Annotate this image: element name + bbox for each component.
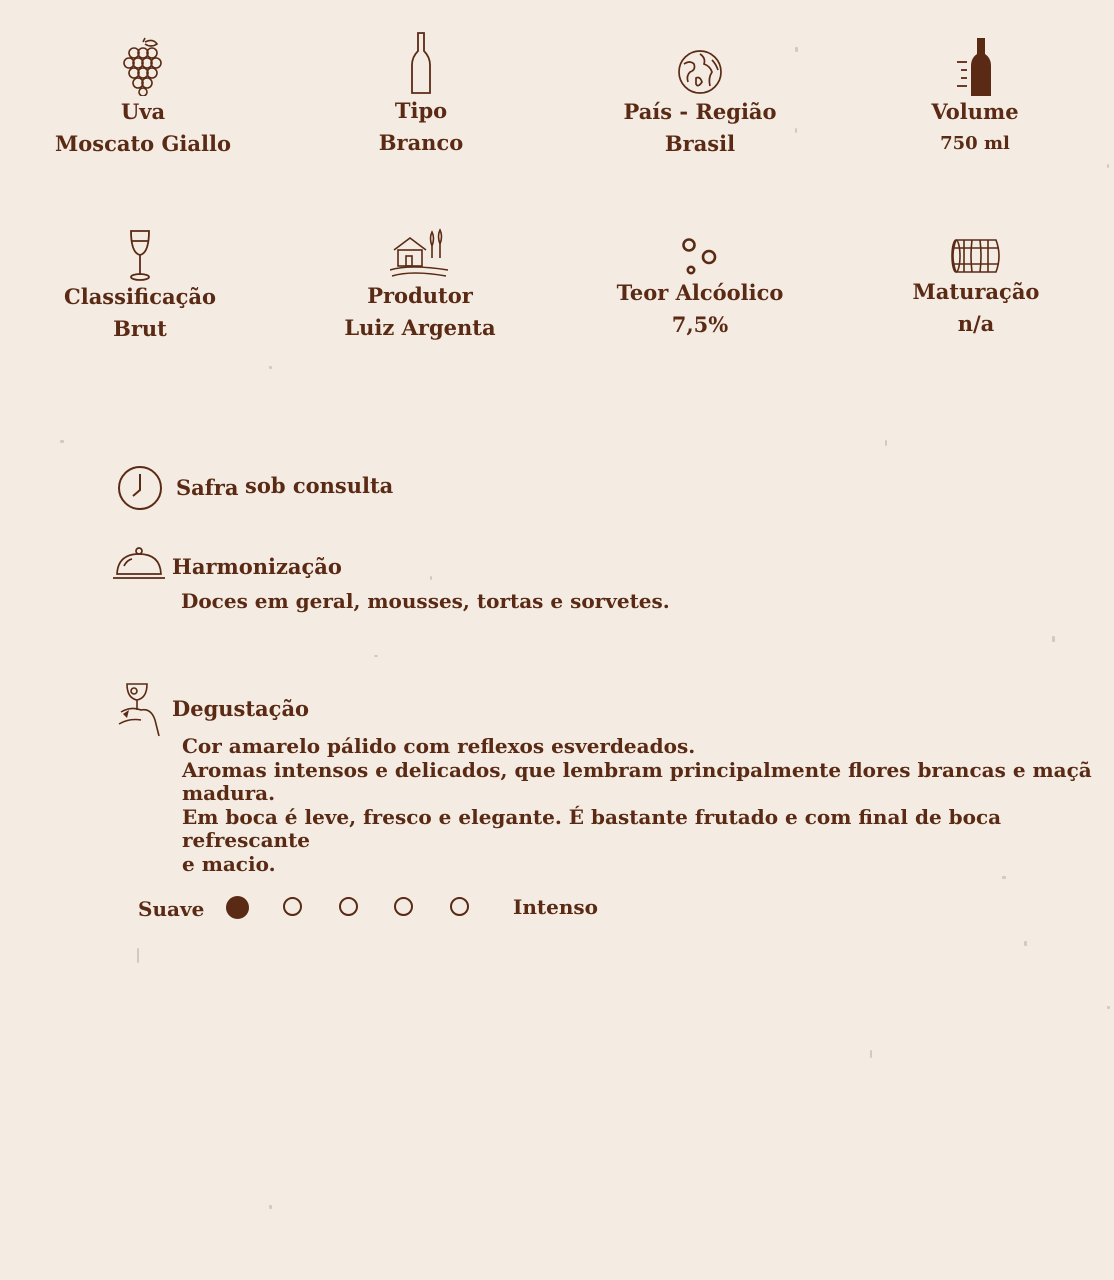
tasting-text	[182, 735, 1114, 876]
clock-icon	[117, 465, 163, 511]
bottle-icon	[409, 31, 433, 95]
scale-max-label: Intenso	[513, 895, 598, 919]
spec-grape	[33, 36, 253, 160]
harmonization-text: Doces em geral, mousses, tortas e sorvetes.	[181, 589, 670, 613]
spec-value: n/a	[957, 311, 995, 336]
spec-type	[311, 31, 531, 159]
harmonization-title: Harmonização	[172, 554, 342, 579]
winery-icon	[390, 228, 450, 280]
spec-label: Uva	[120, 99, 166, 124]
spec-label: Maturação	[912, 279, 1040, 304]
spec-volume	[865, 36, 1085, 160]
scale-min-label: Suave	[138, 897, 205, 921]
intensity-dot	[339, 897, 358, 916]
safra-label: Safra	[176, 475, 239, 500]
spec-label: Teor Alcóolico	[616, 280, 784, 305]
tasting-line: Em boca é leve, fresco e elegante. É bastante frutado e com final de boca refrescante	[182, 804, 1002, 852]
wine-glass-icon	[127, 229, 153, 281]
tasting-line: Cor amarelo pálido com reflexos esverdeados.	[182, 734, 696, 758]
cloche-icon	[112, 546, 166, 580]
spec-value: 7,5%	[671, 312, 729, 337]
spec-value: Branco	[378, 130, 464, 155]
spec-label: Volume	[931, 99, 1019, 124]
spec-producer	[310, 228, 530, 344]
spec-label: Classificação	[64, 284, 216, 309]
spec-label: Produtor	[367, 283, 473, 308]
spec-region	[590, 48, 810, 160]
tasting-line: Aromas intensos e delicados, que lembram principalmente flores brancas e maçã madura.	[182, 757, 1092, 805]
safra-value: sob consulta	[245, 473, 394, 498]
spec-value: Brut	[113, 316, 167, 341]
globe-icon	[676, 48, 724, 96]
grape-icon	[123, 36, 163, 96]
bubbles-icon	[679, 235, 721, 277]
intensity-dot	[283, 897, 302, 916]
intensity-dot	[450, 897, 469, 916]
bottle-volume-icon	[955, 36, 995, 96]
spec-value: Luiz Argenta	[344, 315, 496, 340]
spec-alcohol	[590, 235, 810, 341]
spec-classification	[30, 229, 250, 345]
tasting-line: e macio.	[182, 851, 276, 876]
tasting-title: Degustação	[172, 696, 310, 721]
spec-label: País - Região	[623, 99, 777, 124]
intensity-dot	[394, 897, 413, 916]
tasting-icon	[117, 680, 163, 740]
spec-value: Brasil	[664, 131, 736, 156]
intensity-dot	[226, 896, 249, 919]
spec-value: 750 ml	[940, 133, 1010, 154]
spec-value: Moscato Giallo	[55, 131, 231, 156]
spec-maturation	[866, 236, 1086, 340]
spec-label: Tipo	[394, 98, 448, 123]
barrel-icon	[950, 236, 1002, 276]
